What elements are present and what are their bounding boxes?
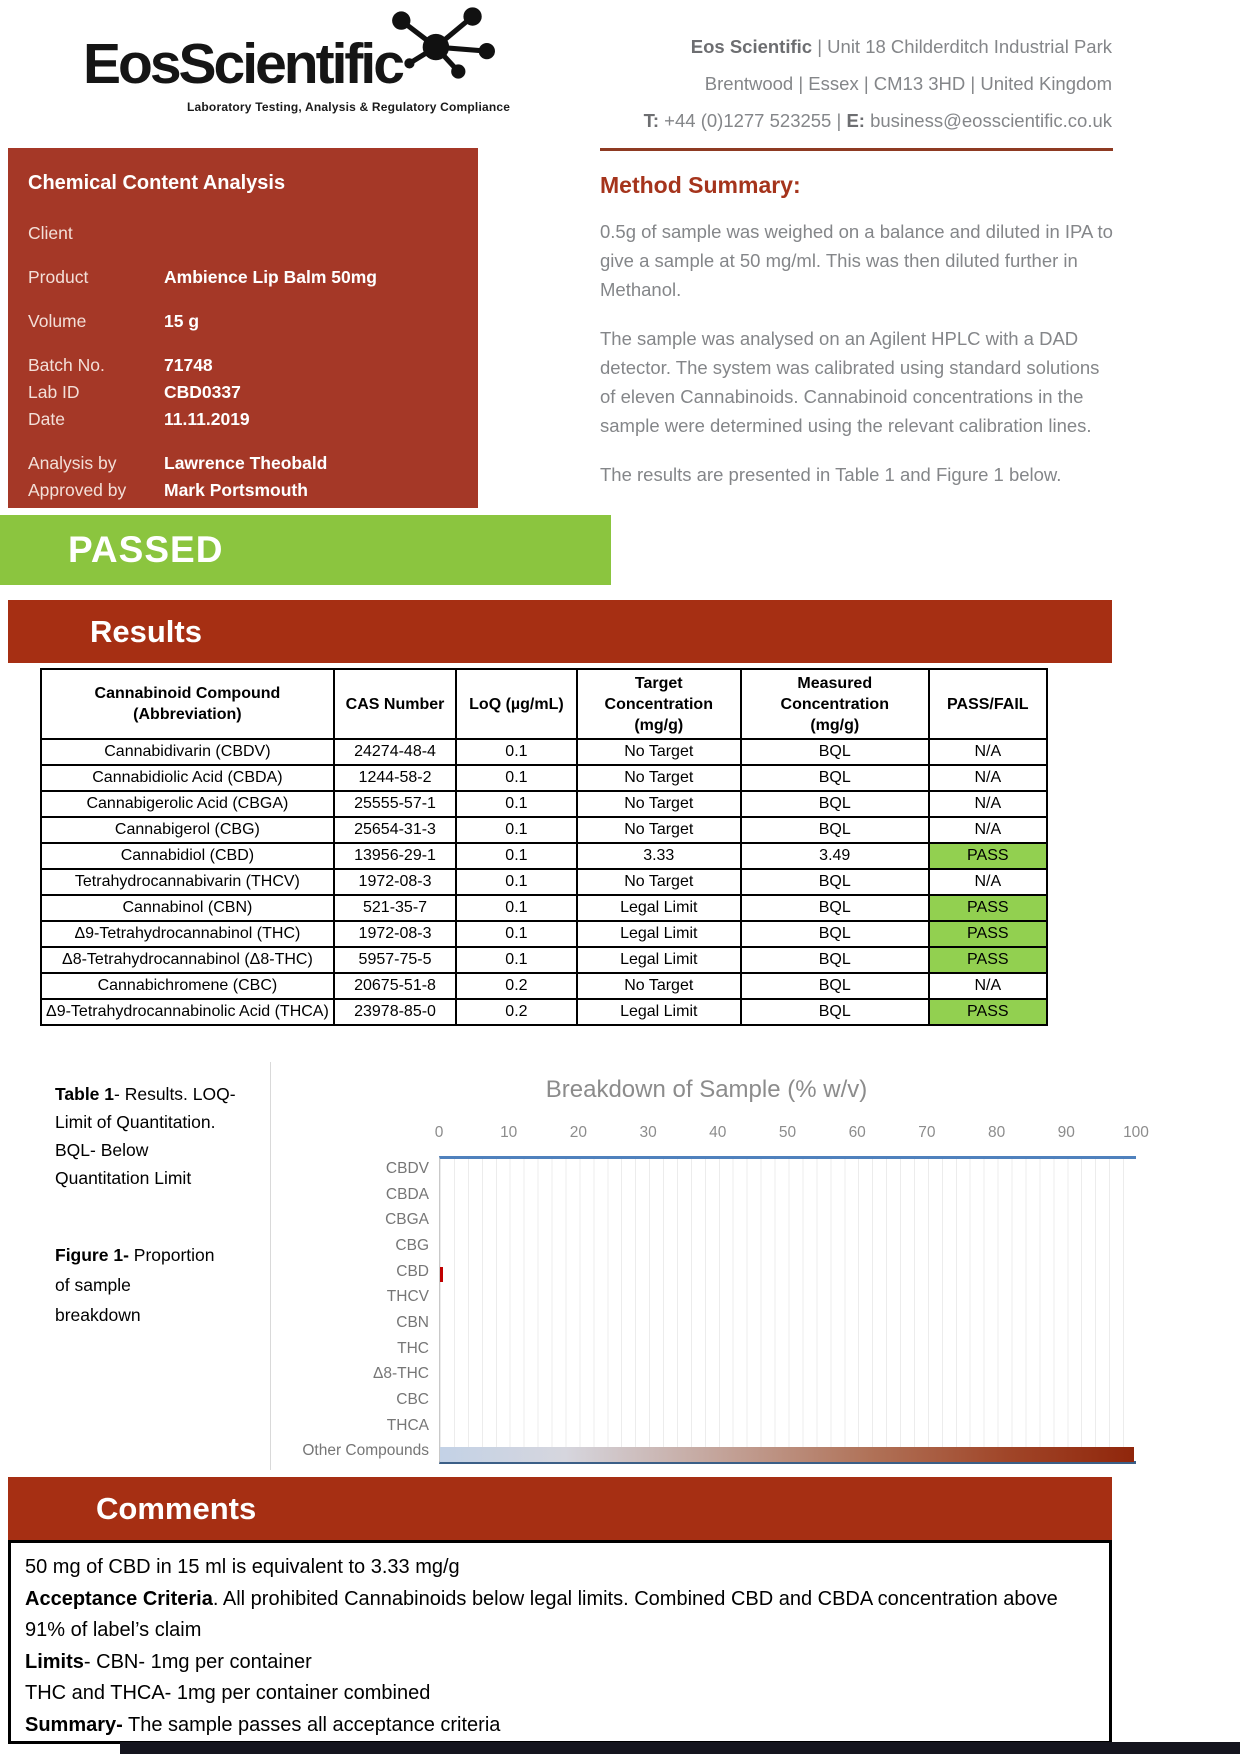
cell-target: 3.33 [577, 843, 741, 869]
cell-cas: 25654-31-3 [334, 817, 456, 843]
column-header: PASS/FAIL [929, 669, 1047, 739]
cell-cas: 1972-08-3 [334, 921, 456, 947]
x-tick-label: 50 [778, 1124, 797, 1141]
category-label: THC [397, 1339, 429, 1357]
comment-line-bold: Summary- [25, 1713, 123, 1736]
comment-line-text: THC and THCA- 1mg per container combined [25, 1682, 431, 1704]
table-row [41, 739, 1047, 765]
column-header: Target Concentration (mg/g) [577, 669, 741, 739]
results-section-header: Results [8, 600, 1112, 663]
cell-target: Legal Limit [577, 999, 741, 1025]
info-field-value: 11.11.2019 [164, 409, 250, 429]
table-row [41, 973, 1047, 999]
cell-compound: Δ9-Tetrahydrocannabinol (THC) [41, 921, 334, 947]
cell-loq: 0.1 [456, 869, 576, 895]
info-field-value: Ambience Lip Balm 50mg [164, 267, 377, 287]
cell-measured: BQL [741, 739, 929, 765]
chart-category-labels [271, 1156, 429, 1464]
cell-result: N/A [929, 869, 1047, 895]
cell-loq: 0.1 [456, 921, 576, 947]
comment-line [25, 1678, 1101, 1710]
table-row [41, 921, 1047, 947]
category-label: Δ8-THC [373, 1365, 429, 1383]
category-label: THCV [386, 1288, 429, 1306]
info-field-value: Lawrence Theobald [164, 453, 328, 473]
cell-cas: 5957-75-5 [334, 947, 456, 973]
cell-measured: BQL [741, 791, 929, 817]
bar-other-compounds [440, 1447, 1134, 1462]
column-header: Cannabinoid Compound (Abbreviation) [41, 669, 334, 739]
x-tick-label: 30 [639, 1124, 657, 1141]
cell-compound: Cannabichromene (CBC) [41, 973, 334, 999]
cell-result: N/A [929, 817, 1047, 843]
x-tick-label: 70 [918, 1124, 936, 1141]
contact-address-line2: Brentwood | Essex | CM13 3HD | United Kingdom [704, 73, 1112, 94]
status-banner-passed: PASSED [0, 515, 611, 585]
info-field-label: Analysis by [28, 453, 117, 473]
contact-info [644, 28, 1112, 139]
method-summary [600, 148, 1113, 509]
cell-loq: 0.2 [456, 973, 576, 999]
info-field-value: CBD0337 [164, 382, 241, 402]
cell-cas: 23978-85-0 [334, 999, 456, 1025]
cell-compound: Cannabidiol (CBD) [41, 843, 334, 869]
cell-compound: Δ8-Tetrahydrocannabinol (Δ8-THC) [41, 947, 334, 973]
cell-compound: Tetrahydrocannabivarin (THCV) [41, 869, 334, 895]
sample-info-box [8, 148, 478, 508]
cell-target: Legal Limit [577, 895, 741, 921]
column-header: LoQ (µg/mL) [456, 669, 576, 739]
table-row [41, 869, 1047, 895]
cell-cas: 20675-51-8 [334, 973, 456, 999]
cell-loq: 0.2 [456, 999, 576, 1025]
cell-compound: Cannabigerol (CBG) [41, 817, 334, 843]
cell-measured: BQL [741, 765, 929, 791]
info-field-value: 71748 [164, 355, 213, 375]
contact-address-line1: Eos Scientific | Unit 18 Childerditch Industrial Park [690, 36, 1112, 57]
cell-measured: BQL [741, 973, 929, 999]
comment-line [25, 1647, 1101, 1679]
company-logo [83, 28, 513, 114]
info-field-value: 15 g [164, 311, 200, 331]
info-box-title: Chemical Content Analysis [28, 172, 286, 194]
table-row [41, 999, 1047, 1025]
cell-target: Legal Limit [577, 921, 741, 947]
cell-cas: 1972-08-3 [334, 869, 456, 895]
info-field-row [28, 450, 468, 477]
cell-loq: 0.1 [456, 843, 576, 869]
table-row [41, 947, 1047, 973]
cell-loq: 0.1 [456, 947, 576, 973]
x-tick-label: 90 [1057, 1124, 1075, 1141]
bar-row [440, 1441, 1136, 1467]
comment-line [25, 1710, 1101, 1742]
method-paragraph: The results are presented in Table 1 and Figure 1 below. [600, 464, 1062, 485]
table1-caption: Table 1- Results. LOQ- Limit of Quantitation. BQL- Below Quantitation Limit [55, 1084, 236, 1188]
comment-line [25, 1584, 1101, 1647]
info-field-label: Approved by [28, 480, 127, 500]
bar-cbd [440, 1267, 443, 1282]
cell-target: No Target [577, 765, 741, 791]
table-header-row [41, 669, 1047, 739]
method-paragraph: 0.5g of sample was weighed on a balance and diluted in IPA to give a sample at 50 mg/ml. This was then diluted further in Methanol. [600, 221, 1113, 300]
cell-loq: 0.1 [456, 765, 576, 791]
cell-loq: 0.1 [456, 895, 576, 921]
info-field-row [28, 264, 468, 291]
method-summary-title: Method Summary: [600, 172, 801, 198]
info-field-label: Client [28, 223, 73, 243]
molecule-icon [385, 6, 497, 80]
x-tick-label: 60 [848, 1124, 866, 1141]
table-row [41, 843, 1047, 869]
comment-line [25, 1552, 1101, 1584]
cell-cas: 24274-48-4 [334, 739, 456, 765]
x-tick-label: 20 [569, 1124, 588, 1141]
category-label: CBN [396, 1313, 429, 1331]
category-label: CBDV [385, 1160, 429, 1177]
chart-x-axis [434, 1124, 1149, 1144]
cell-result: N/A [929, 973, 1047, 999]
cell-result: N/A [929, 765, 1047, 791]
category-label: CBDA [385, 1185, 429, 1203]
cell-measured: BQL [741, 947, 929, 973]
cell-result: PASS [929, 895, 1047, 921]
cell-compound: Cannabinol (CBN) [41, 895, 334, 921]
column-header: Measured Concentration (mg/g) [741, 669, 929, 739]
cell-result: N/A [929, 739, 1047, 765]
cell-target: No Target [577, 817, 741, 843]
cell-result: PASS [929, 921, 1047, 947]
divider-line [600, 148, 1113, 151]
logo-text: EosScientific [83, 32, 402, 96]
cell-cas: 25555-57-1 [334, 791, 456, 817]
x-tick-label: 0 [434, 1124, 444, 1141]
cell-measured: BQL [741, 869, 929, 895]
cell-target: No Target [577, 791, 741, 817]
table-row [41, 791, 1047, 817]
category-label: CBG [395, 1236, 429, 1254]
chart-plot-area [439, 1156, 1136, 1464]
figure1-caption: Figure 1- Proportion of sample breakdown [55, 1245, 215, 1325]
cell-cas: 13956-29-1 [334, 843, 456, 869]
cell-target: No Target [577, 869, 741, 895]
cell-compound: Δ9-Tetrahydrocannabinolic Acid (THCA) [41, 999, 334, 1025]
info-field-row [28, 477, 468, 504]
comments-section-header: Comments [8, 1477, 1112, 1540]
comment-line-text: . All prohibited Cannabinoids below legal limits. Combined CBD and CBDA concentration above 91% of label’s claim [25, 1587, 1058, 1641]
info-field-row [28, 308, 468, 335]
info-field-label: Product [28, 267, 89, 287]
table-row [41, 817, 1047, 843]
cell-cas: 521-35-7 [334, 895, 456, 921]
comment-line-text: The sample passes all acceptance criteria [122, 1713, 501, 1736]
column-header: CAS Number [334, 669, 456, 739]
category-label: CBC [396, 1390, 429, 1408]
x-tick-label: 40 [709, 1124, 727, 1141]
cell-target: Legal Limit [577, 947, 741, 973]
cell-measured: BQL [741, 921, 929, 947]
cell-loq: 0.1 [456, 739, 576, 765]
info-field-label: Volume [28, 311, 87, 331]
cell-target: No Target [577, 973, 741, 999]
x-tick-label: 10 [500, 1124, 518, 1141]
cell-compound: Cannabigerolic Acid (CBGA) [41, 791, 334, 817]
cell-loq: 0.1 [456, 791, 576, 817]
contact-phone-email: T: +44 (0)1277 523255 | E: business@eosscientific.co.uk [643, 110, 1112, 131]
cell-result: PASS [929, 947, 1047, 973]
x-tick-label: 100 [1123, 1124, 1149, 1141]
cell-compound: Cannabidiolic Acid (CBDA) [41, 765, 334, 791]
category-label: CBGA [385, 1211, 429, 1229]
info-field-row [28, 406, 468, 433]
comment-line-bold: Acceptance Criteria [25, 1587, 213, 1610]
cell-measured: BQL [741, 999, 929, 1025]
cell-result: PASS [929, 843, 1047, 869]
chart-title: Breakdown of Sample (% w/v) [545, 1076, 868, 1103]
logo-tagline: Laboratory Testing, Analysis & Regulatory Compliance [187, 100, 511, 114]
cell-measured: BQL [741, 817, 929, 843]
info-field-row [28, 379, 468, 406]
category-label: THCA [386, 1416, 429, 1434]
category-label: Other Compounds [302, 1442, 429, 1460]
cell-result: N/A [929, 791, 1047, 817]
cell-loq: 0.1 [456, 817, 576, 843]
comment-line-text: - CBN- 1mg per container [83, 1650, 312, 1673]
info-field-row [28, 352, 468, 379]
info-field-value: Mark Portsmouth [164, 480, 308, 500]
cell-target: No Target [577, 739, 741, 765]
method-paragraph: The sample was analysed on an Agilent HPLC with a DAD detector. The system was calibrated using standard solutions of eleven Cannabinoids. Cannabinoid concentrations in the sample were determined using the relevant calibration lines. [600, 328, 1100, 436]
info-field-row [28, 220, 468, 247]
comment-line-bold: Limits [25, 1650, 84, 1673]
cell-compound: Cannabidivarin (CBDV) [41, 739, 334, 765]
results-table [40, 668, 1048, 1026]
cell-measured: 3.49 [741, 843, 929, 869]
bar-row [440, 1262, 1136, 1288]
cell-measured: BQL [741, 895, 929, 921]
footer-bar [120, 1742, 1240, 1754]
category-label: CBD [396, 1262, 429, 1280]
comment-line-text: 50 mg of CBD in 15 ml is equivalent to 3.33 mg/g [25, 1556, 460, 1578]
info-field-label: Date [28, 409, 65, 429]
figure1-chart [270, 1062, 1149, 1470]
table-row [41, 765, 1047, 791]
table-row [41, 895, 1047, 921]
info-field-label: Lab ID [28, 382, 80, 402]
cell-cas: 1244-58-2 [334, 765, 456, 791]
x-tick-label: 80 [987, 1124, 1006, 1141]
comments-box [8, 1540, 1112, 1744]
cell-result: PASS [929, 999, 1047, 1025]
info-field-label: Batch No. [28, 355, 105, 375]
